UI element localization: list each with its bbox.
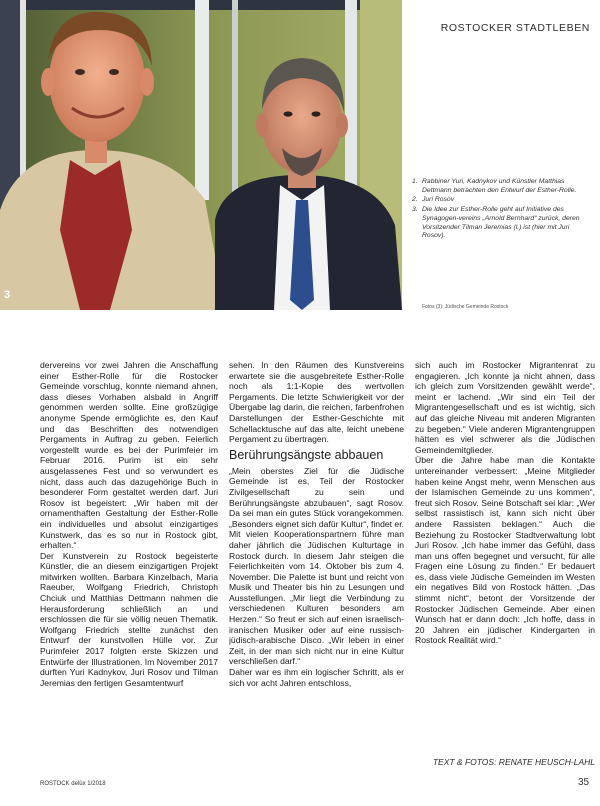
section-label: ROSTOCKER STADTLEBEN	[440, 22, 590, 34]
article-paragraph: Der Kunstverein zu Rostock begeisterte Künstler, die an diesem einzigartigen Projekt mitwirken wollten. Barbara Kinzelbach, Maria Raeuber, Wolfgang Friedrich, Christoph Chciuk und Matthias Dettmann nahmen die Herausforderung schließlich an und erschlossen die für sie völlig neuen Thematik. Wolfgang Friedrich stellte zunächst den Entwurf der kunstvollen Hülle vor. Zur Purimfeier 2017 folgten erste Skizzen und Entwürfe der Illustrationen. Im November 2017 durften Yuri Kadnykov, Juri Rosov und Tilman Jeremias den fertigen Gesamtentwurf	[40, 550, 218, 688]
article-photo	[0, 0, 402, 310]
photo-illustration	[0, 0, 402, 310]
caption-item	[412, 196, 592, 205]
caption-number: 3.	[412, 206, 418, 214]
article-subheading: Berührungsängste abbauen	[229, 447, 384, 462]
caption-item	[412, 178, 592, 195]
publication-footer: ROSTOCK delüx 1/2018	[40, 781, 106, 787]
caption-text: Juri Rosov	[422, 196, 455, 204]
photo-number: 3	[4, 289, 11, 301]
caption-number: 2.	[412, 196, 418, 204]
caption-item	[412, 206, 592, 241]
caption-number: 1.	[412, 178, 418, 185]
article-paragraph: dervereins vor zwei Jahren die Anschaffung einer Esther-Rolle für die Rostocker Gemeinde vorschlug, konnte niemand ahnen, dass dieses Vorhaben alsbald in Angriff genommen werden sollte. Eine großzügige anonyme Spende ermöglichte es, den Kauf und das Beschriften des notwendigen Pergaments in Auftrag zu geben. Feierlich vorgestellt wurde es bei der Purimfeier im Februar 2016. Purim ist ein sehr ausgelassenes Fest und so verwundert es nicht, dass auch das dazugehörige Buch in besonderer Form gestaltet werden darf. Juri Rosov ist begeistert: „Wir haben mit der ornamenthaften Gestaltung der Esther-Rolle ein individuelles und absolut einzigartiges Kunstwerk, das es so nur in Rostock gibt, erhalten.“	[40, 360, 218, 551]
photo-captions	[412, 178, 592, 242]
article-column-2	[229, 360, 404, 770]
article-paragraph: „Mein oberstes Ziel für die Jüdische Gemeinde ist es, Teil der Rostocker Zivilgesellschaft zu sein und Berührungsängste abzubauen“, sagt Rosov. Da sei man ein gutes Stück vorangekommen. „Besonders eignet sich dafür Kultur“, findet er. Mit vielen Kooperationspartnern führe man daher jährlich die Jüdischen Kulturtage in Rostock durch. In diesem Jahr steigen die Feierlichkeiten vom 14. Oktober bis zum 4. November. Die Palette ist bunt und reicht von Musik und Theater bis hin zu Lesungen und Ausstellungen. „Mir liegt die Verbindung zu verschiedenen Kulturen besonders am Herzen.“ So freut er sich auf einen israelisch-iranischen Musiker oder auf eine russisch-jüdisch-arabische Disco. „Wir leben in einer Zeit, in der man sich nicht nur in eine Kultur verschließen darf.“	[229, 465, 404, 667]
article-paragraph: Daher war es ihm ein logischer Schritt, als er sich vor acht Jahren entschloss,	[229, 667, 404, 688]
article-paragraph: Über die Jahre habe man die Kontakte untereinander verbessert: „Meine Mitglieder haben keine Angst mehr, wenn Menschen aus der Islamischen Gemeinde zu uns kommen“, freut sich Rosov. Seine Botschaft sei klar: „Wer selbst rassistisch ist, kann sich nicht über andere Rassisten beklagen.“ Auch die Beziehung zu Rostocker Stadtverwaltung lobt Juri Rosov. „Ich habe immer das Gefühl, dass man uns offen begegnet und versucht, für alle Fragen eine Lösung zu finden.“ Er bedauert es, dass viele Jüdische Gemeinden im Westen ein negatives Bild von Rostock hätten. „Das stimmt nicht“, betont der Vorsitzende der Rostocker Jüdischen Gemeinde. Aber einen Wunsch hat er dann doch: „Ich hoffe, dass in 20 Jahren ein jüdischer Kindergarten in Rostock Realität wird.“	[415, 455, 595, 646]
caption-text: Die Idee zur Esther-Rolle geht auf Initiative des Synagogen-vereins „Arnold Bernhard“ zurück, deren Vorsitzender Tilman Jeremias (l.) ist (hier mit Juri Rosov).	[422, 206, 580, 240]
article-column-1	[40, 360, 218, 762]
photo-credit: Fotos (3): Jüdische Gemeinde Rostock	[422, 304, 509, 310]
article-paragraph: sehen. In den Räumen des Kunstvereins erwartete sie die ausgebreitete Esther-Rolle noch als 1:1-Kopie des wertvollen Pergaments. Die letzte Schwierigkeit vor der Übergabe lag darin, die reichen, farbenfrohen Darstellungen der Esther-Geschichte mit Schellacktusche auf das alte, leicht unebene Pergament zu übertragen.	[229, 360, 404, 445]
page-number: 35	[578, 777, 590, 788]
article-paragraph: sich auch im Rostocker Migrantenrat zu engagieren. „Ich konnte ja nicht ahnen, dass ich gleich zum Vorsitzenden gewählt werde“, meint er lachend. „Wir sind ein Teil der Migrantengesellschaft und es ist wichtig, sich auf das gleiche Niveau mit anderen Migranten zu begeben.“ Viele anderen Migrantengruppen hätten es viel schwerer als die Jüdischen Gemeindemitglieder.	[415, 360, 595, 455]
author-signature: TEXT & FOTOS: RENATE HEUSCH-LAHL	[432, 757, 595, 767]
caption-text: Rabbiner Yuri, Kadnykov und Künstler Matthias Dettmann betrachten den Entwurf der Esther-Rolle.	[422, 178, 577, 194]
article-column-3	[415, 360, 595, 750]
